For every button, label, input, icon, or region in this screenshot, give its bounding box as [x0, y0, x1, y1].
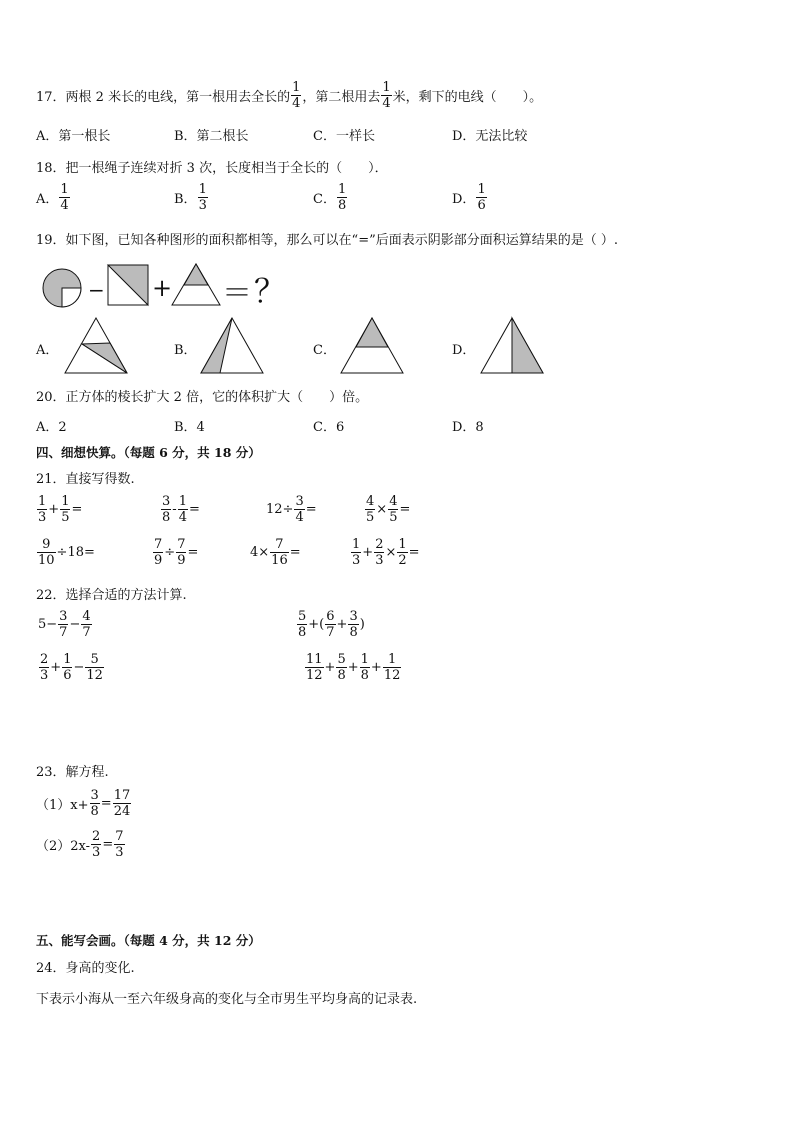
section-5-heading: 五、能写会画。（每题 4 分，共 12 分）: [36, 933, 261, 948]
q20-option-a[interactable]: A．2: [36, 420, 67, 435]
q23-equation-2: （2）2x- $\frac{2}{3}$ = $\frac{7}{3}$: [36, 829, 124, 860]
fraction: $\frac{1}{4}$: [382, 80, 391, 111]
q21-item-4: $\frac{4}{5}$ × $\frac{4}{5}$ =: [366, 494, 411, 525]
q21-item-2: $\frac{3}{8}$ - $\frac{1}{4}$ =: [162, 494, 200, 525]
q21-item-5: $\frac{9}{10}$ ÷18=: [38, 537, 95, 568]
q17-text-1: 17．两根 2 米长的电线，第一根用去全长的: [36, 90, 291, 105]
q22-expr-2: $\frac{5}{8}$ +( $\frac{6}{7}$ + $\frac{3}{8}$ ): [298, 609, 365, 640]
q19-option-b-figure[interactable]: [200, 317, 264, 375]
q18-option-c[interactable]: C． $\frac{1}{8}$: [313, 182, 347, 213]
section-4-heading: 四、细想快算。（每题 6 分，共 18 分）: [36, 445, 261, 460]
q17-option-a[interactable]: A．第一根长: [36, 129, 111, 144]
q21-item-6: $\frac{7}{9}$ ÷ $\frac{7}{9}$ =: [154, 537, 199, 568]
equals-sign: ＝: [222, 276, 252, 311]
fraction: $\frac{1}{6}$: [477, 182, 486, 213]
q20-stem: 20．正方体的棱长扩大 2 倍，它的体积扩大（ ）倍。: [36, 390, 369, 405]
q17-text-2: ，第二根用去: [302, 90, 381, 105]
q21-item-3: 12÷ $\frac{3}{4}$ =: [266, 494, 317, 525]
q23-equation-1: （1）x+ $\frac{3}{8}$ = $\frac{17}{24}$: [36, 788, 131, 819]
circle-shape: [43, 269, 81, 307]
q24-stem: 24．身高的变化.: [36, 961, 135, 976]
q18-stem: 18．把一根绳子连续对折 3 次，长度相当于全长的（ ）．: [36, 161, 388, 176]
q17-option-c[interactable]: C．一样长: [313, 129, 375, 144]
q17-option-b[interactable]: B．第二根长: [174, 129, 249, 144]
q22-expr-1: 5− $\frac{3}{7}$ − $\frac{4}{7}$: [38, 609, 91, 640]
q19-stem: 19．如下图，已知各种图形的面积都相等，那么可以在“=”后面表示阴影部分面积运算结果的是（ ）.: [36, 233, 618, 248]
q17-option-d[interactable]: D．无法比较: [452, 129, 528, 144]
q24-description: 下表示小海从一至六年级身高的变化与全市男生平均身高的记录表.: [36, 992, 418, 1007]
q22-stem: 22．选择合适的方法计算.: [36, 588, 187, 603]
fraction: $\frac{1}{3}$: [198, 182, 207, 213]
q22-expr-3: $\frac{2}{3}$ + $\frac{1}{6}$ − $\frac{5}{12}$: [40, 652, 103, 683]
q17-stem: [36, 80, 542, 111]
q19-option-d-label[interactable]: D．: [452, 343, 476, 358]
q21-item-8: $\frac{1}{3}$ + $\frac{2}{3}$ × $\frac{1}{2}$ =: [352, 537, 420, 568]
minus-sign: −: [88, 278, 105, 302]
question-mark: ？: [254, 272, 287, 310]
fraction: $\frac{1}{4}$: [292, 80, 301, 111]
q19-option-d-figure[interactable]: [480, 317, 544, 375]
fraction: $\frac{1}{4}$: [60, 182, 69, 213]
q20-option-b[interactable]: B．4: [174, 420, 205, 435]
q21-stem: 21．直接写得数.: [36, 472, 135, 487]
fraction: $\frac{1}{8}$: [337, 182, 347, 213]
q23-stem: 23．解方程.: [36, 765, 109, 780]
q19-option-a-figure[interactable]: [64, 317, 128, 375]
q20-option-c[interactable]: C．6: [313, 420, 345, 435]
square-shape: [108, 265, 148, 305]
q19-option-c-label[interactable]: C．: [313, 343, 336, 358]
q20-option-d[interactable]: D．8: [452, 420, 484, 435]
triangle-shape: [172, 264, 220, 305]
q21-item-1: $\frac{1}{3}$ + $\frac{1}{5}$ =: [38, 494, 83, 525]
q17-text-3: 米，剩下的电线（ ）。: [392, 90, 543, 105]
q18-option-d[interactable]: D． $\frac{1}{6}$: [452, 182, 486, 213]
q18-option-b[interactable]: B． $\frac{1}{3}$: [174, 182, 207, 213]
q18-option-a[interactable]: A． $\frac{1}{4}$: [36, 182, 69, 213]
q21-item-7: 4× $\frac{7}{16}$ =: [250, 537, 301, 568]
q22-expr-4: $\frac{11}{12}$ + $\frac{5}{8}$ + $\frac{1}{8}$ + $\frac{1}{12}$: [306, 652, 401, 683]
q19-option-a-label[interactable]: A．: [36, 343, 59, 358]
plus-sign: +: [152, 274, 173, 302]
q19-option-c-figure[interactable]: [340, 317, 404, 375]
q19-option-b-label[interactable]: B．: [174, 343, 197, 358]
